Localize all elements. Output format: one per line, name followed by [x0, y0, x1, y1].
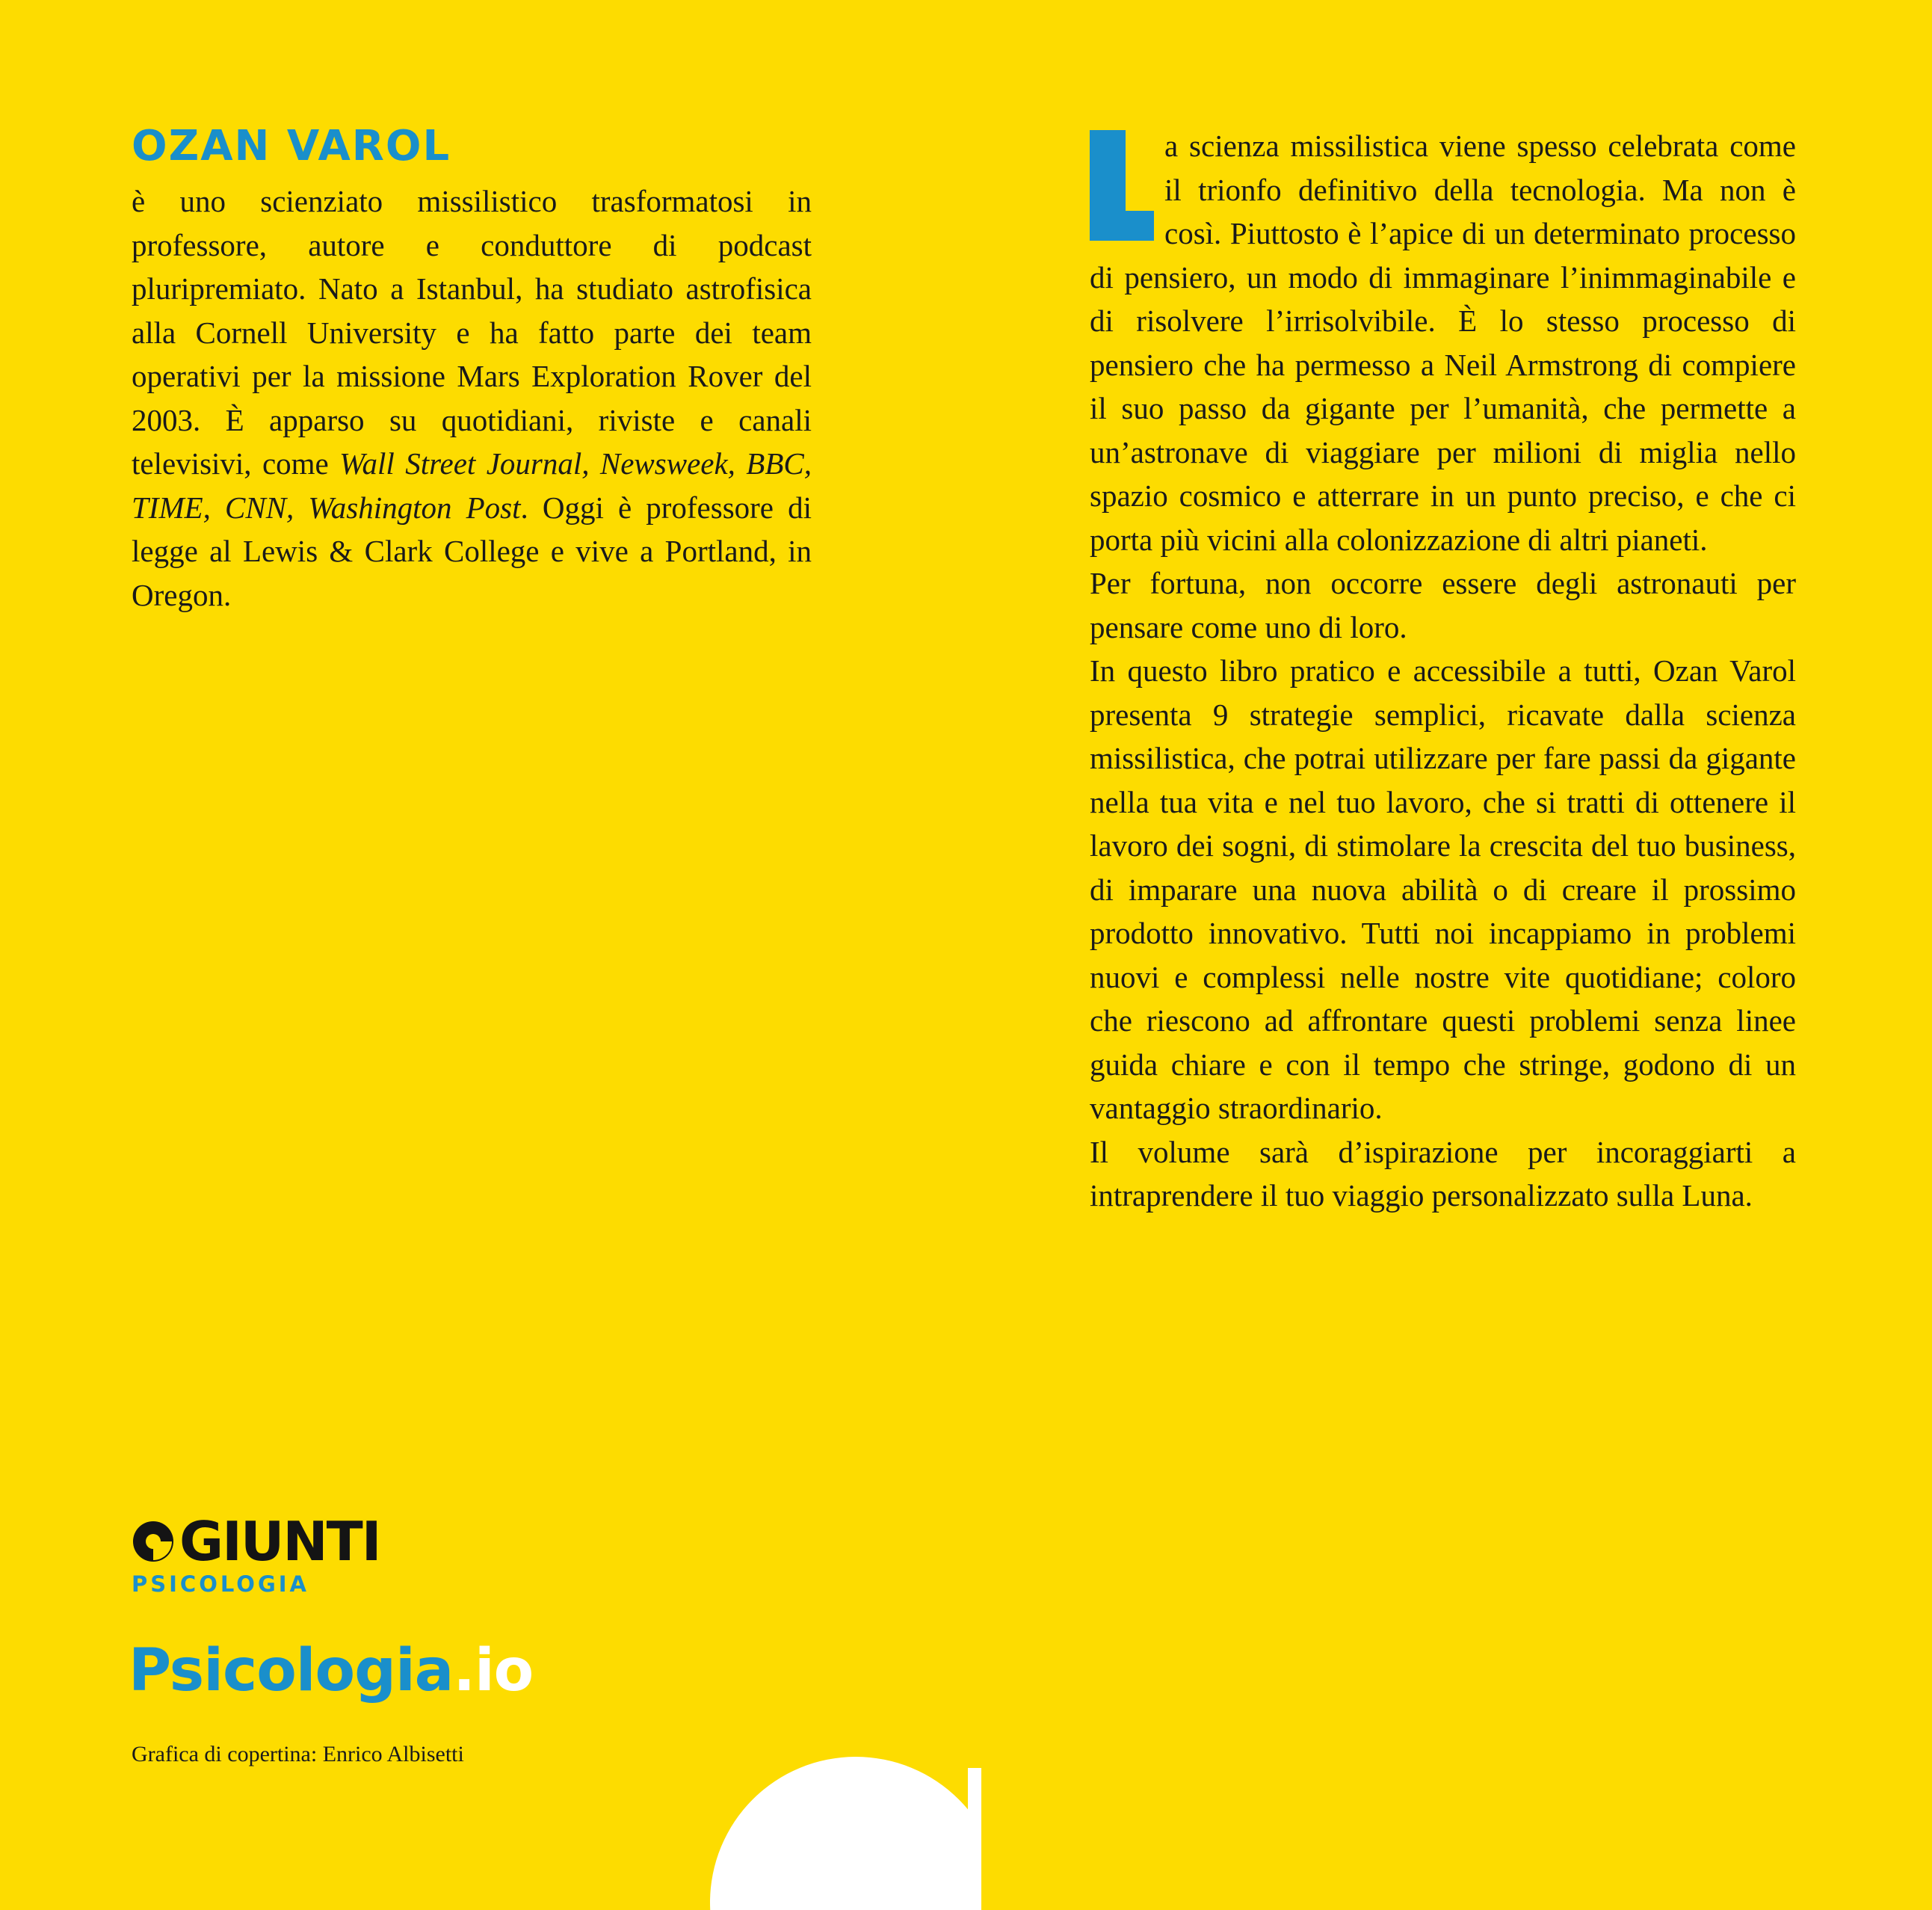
author-name: OZAN VAROL [132, 122, 451, 170]
bio-publications: Wall Street Journal, Newsweek, BBC, TIME, CNN, Washington Post [132, 446, 812, 525]
publisher-imprint: PSICOLOGIA [132, 1571, 310, 1597]
blurb-paragraph: a scienza missilistica viene spesso celebrata come il trionfo definitivo della tecnologia. Ma non è così. Piuttosto è l’apice di un determinato processo di pensiero, un modo di immaginare l’inimmaginabile e di risolvere l’irrisolvibile. È lo stesso processo di pensiero che ha permesso a Neil Armstrong di compiere il suo passo da gigante per l’umanità, che permette a un’astronave di viaggiare per milioni di miglia nello spazio cosmico e atterrare in un punto preciso, e che ci porta più vicini alla colonizzazione di altri pianeti. [1090, 129, 1796, 557]
website-logo-main: Psicologia [129, 1637, 454, 1704]
blurb-paragraph: In questo libro pratico e accessibile a tutti, Ozan Varol presenta 9 strategie semplici, ricavate dalla scienza missilistica, che potrai utilizzare per fare passi da gigante nella tua vita e nel tuo lavoro, che si tratti di ottenere il lavoro dei sogni, di stimolare la crescita del tuo business, di imparare una nuova abilità o di creare il prossimo prodotto innovativo. Tutti noi incappiamo in problemi nuovi e complessi nelle nostre vite quotidiane; coloro che riescono ad affrontare questi problemi senza linee guida chiare e con il tempo che stringe, godono di un vantaggio straordinario. [1090, 653, 1796, 1125]
author-bio [132, 179, 812, 617]
dropcap-l [1090, 130, 1154, 241]
giunti-g-icon [132, 1520, 175, 1563]
website-logo-tld: .io [453, 1637, 534, 1704]
blurb-paragraph: Per fortuna, non occorre essere degli astronauti per pensare come uno di loro. [1090, 566, 1796, 644]
book-blurb [1090, 124, 1796, 1218]
publisher-name: GIUNTI [179, 1510, 380, 1573]
bio-text-end: . Oggi è professore di legge al Lewis & Clark College e vive a Portland, in Oregon. [132, 490, 812, 612]
publisher-logo [132, 1510, 380, 1573]
moon-shape-decoration [710, 1742, 1039, 1910]
blurb-paragraph: Il volume sarà d’ispirazione per incoraggiarti a intraprendere il tuo viaggio personalizzato sulla Luna. [1090, 1134, 1796, 1213]
website-logo [129, 1637, 534, 1704]
bio-text-start: è uno scienziato missilistico trasformatosi in professore, autore e conduttore di podcast pluripremiato. Nato a Istanbul, ha studiato astrofisica alla Cornell University e ha fatto parte dei team operativi per la missione Mars Exploration Rover del 2003. È apparso su quotidiani, riviste e canali televisivi, come [132, 184, 812, 481]
cover-credit: Grafica di copertina: Enrico Albisetti [132, 1742, 464, 1766]
